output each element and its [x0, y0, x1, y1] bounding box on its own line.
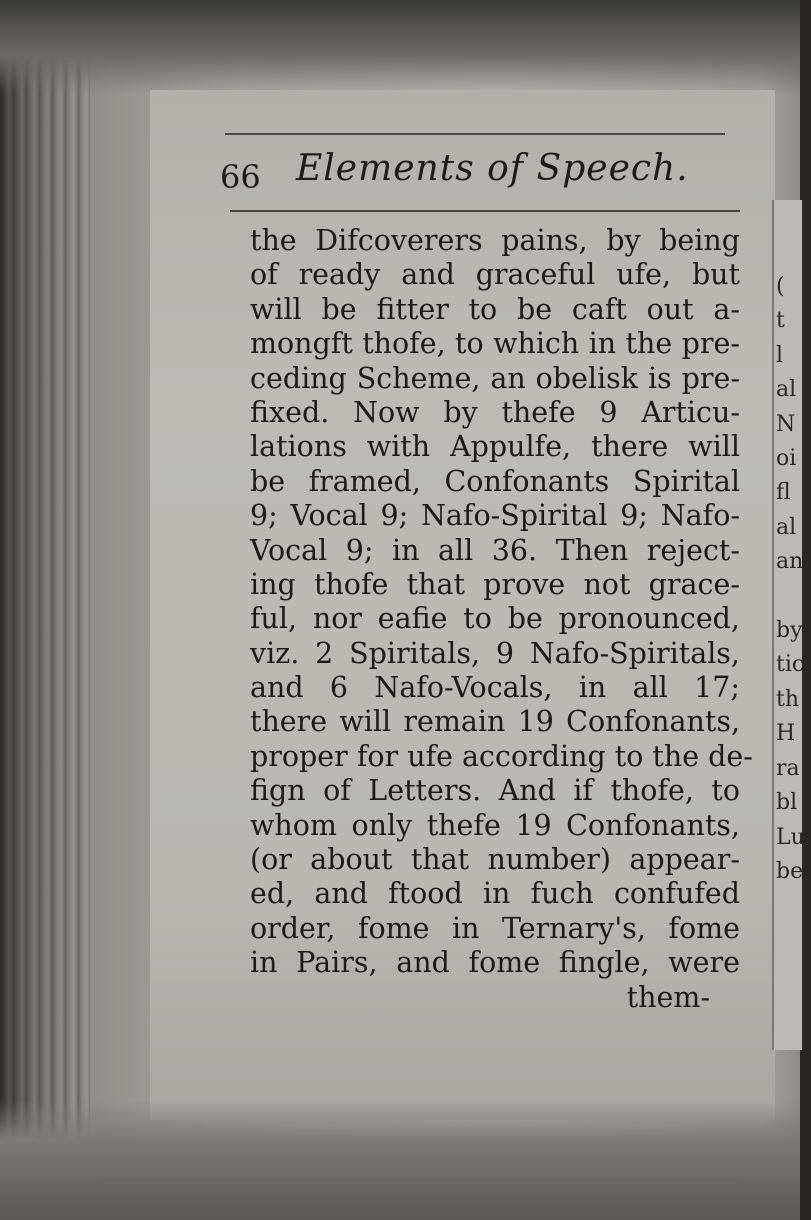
- header-rule-bottom: [230, 210, 740, 212]
- text-line: (or about that number) appear-: [250, 843, 740, 877]
- text-line: order, fome in Ternary's, fome: [250, 911, 740, 945]
- text-line: fign of Letters. And if thofe, to: [250, 774, 740, 808]
- text-line: viz. 2 Spiritals, 9 Nafo-Spiritals,: [250, 636, 740, 670]
- text-line: ful, nor eafie to be pronounced,: [250, 602, 740, 636]
- text-line: ed, and ftood in fuch confufed: [250, 877, 740, 911]
- top-shadow: [0, 0, 800, 95]
- text-line: proper for ufe according to the de-: [250, 739, 753, 773]
- text-line: ceding Scheme, an obelisk is pre-: [250, 361, 740, 395]
- text-line: the Difcoverers pains, by being: [250, 224, 740, 257]
- text-line: and 6 Nafo-Vocals, in all 17;: [250, 671, 740, 705]
- header-rule-top: [225, 133, 725, 135]
- text-line: lations with Appulfe, there will: [250, 430, 740, 464]
- text-line: fixed. Now by thefe 9 Articu-: [250, 395, 740, 429]
- text-line: Vocal 9; in all 36. Then reject-: [250, 533, 740, 567]
- text-line: be framed, Confonants Spirital: [250, 464, 740, 498]
- text-line: there will remain 19 Confonants,: [250, 705, 740, 739]
- text-line: 9; Vocal 9; Nafo-Spirital 9; Nafo-: [250, 499, 740, 533]
- text-line: of ready and graceful ufe, but: [250, 258, 740, 292]
- bottom-rule: [100, 1180, 740, 1182]
- text-line: whom only thefe 19 Confonants,: [250, 808, 740, 842]
- binding-edge: [0, 60, 90, 1220]
- text-line: mongft thofe, to which in the pre-: [250, 327, 740, 361]
- text-line: in Pairs, and fome fingle, were: [250, 946, 740, 980]
- bottom-shadow: [0, 1100, 800, 1220]
- text-line: will be fitter to be caft out a-: [250, 292, 740, 326]
- running-head: Elements of Speech.: [296, 148, 689, 189]
- facing-page-fragments: ( t l al N oi fl al an by tic th H ra bl Lu bef: [776, 274, 811, 884]
- text-line: ing thofe that prove not grace-: [250, 567, 740, 601]
- body-text: [250, 224, 753, 1015]
- page-number: 66: [220, 158, 261, 196]
- text-line: them-: [626, 980, 710, 1014]
